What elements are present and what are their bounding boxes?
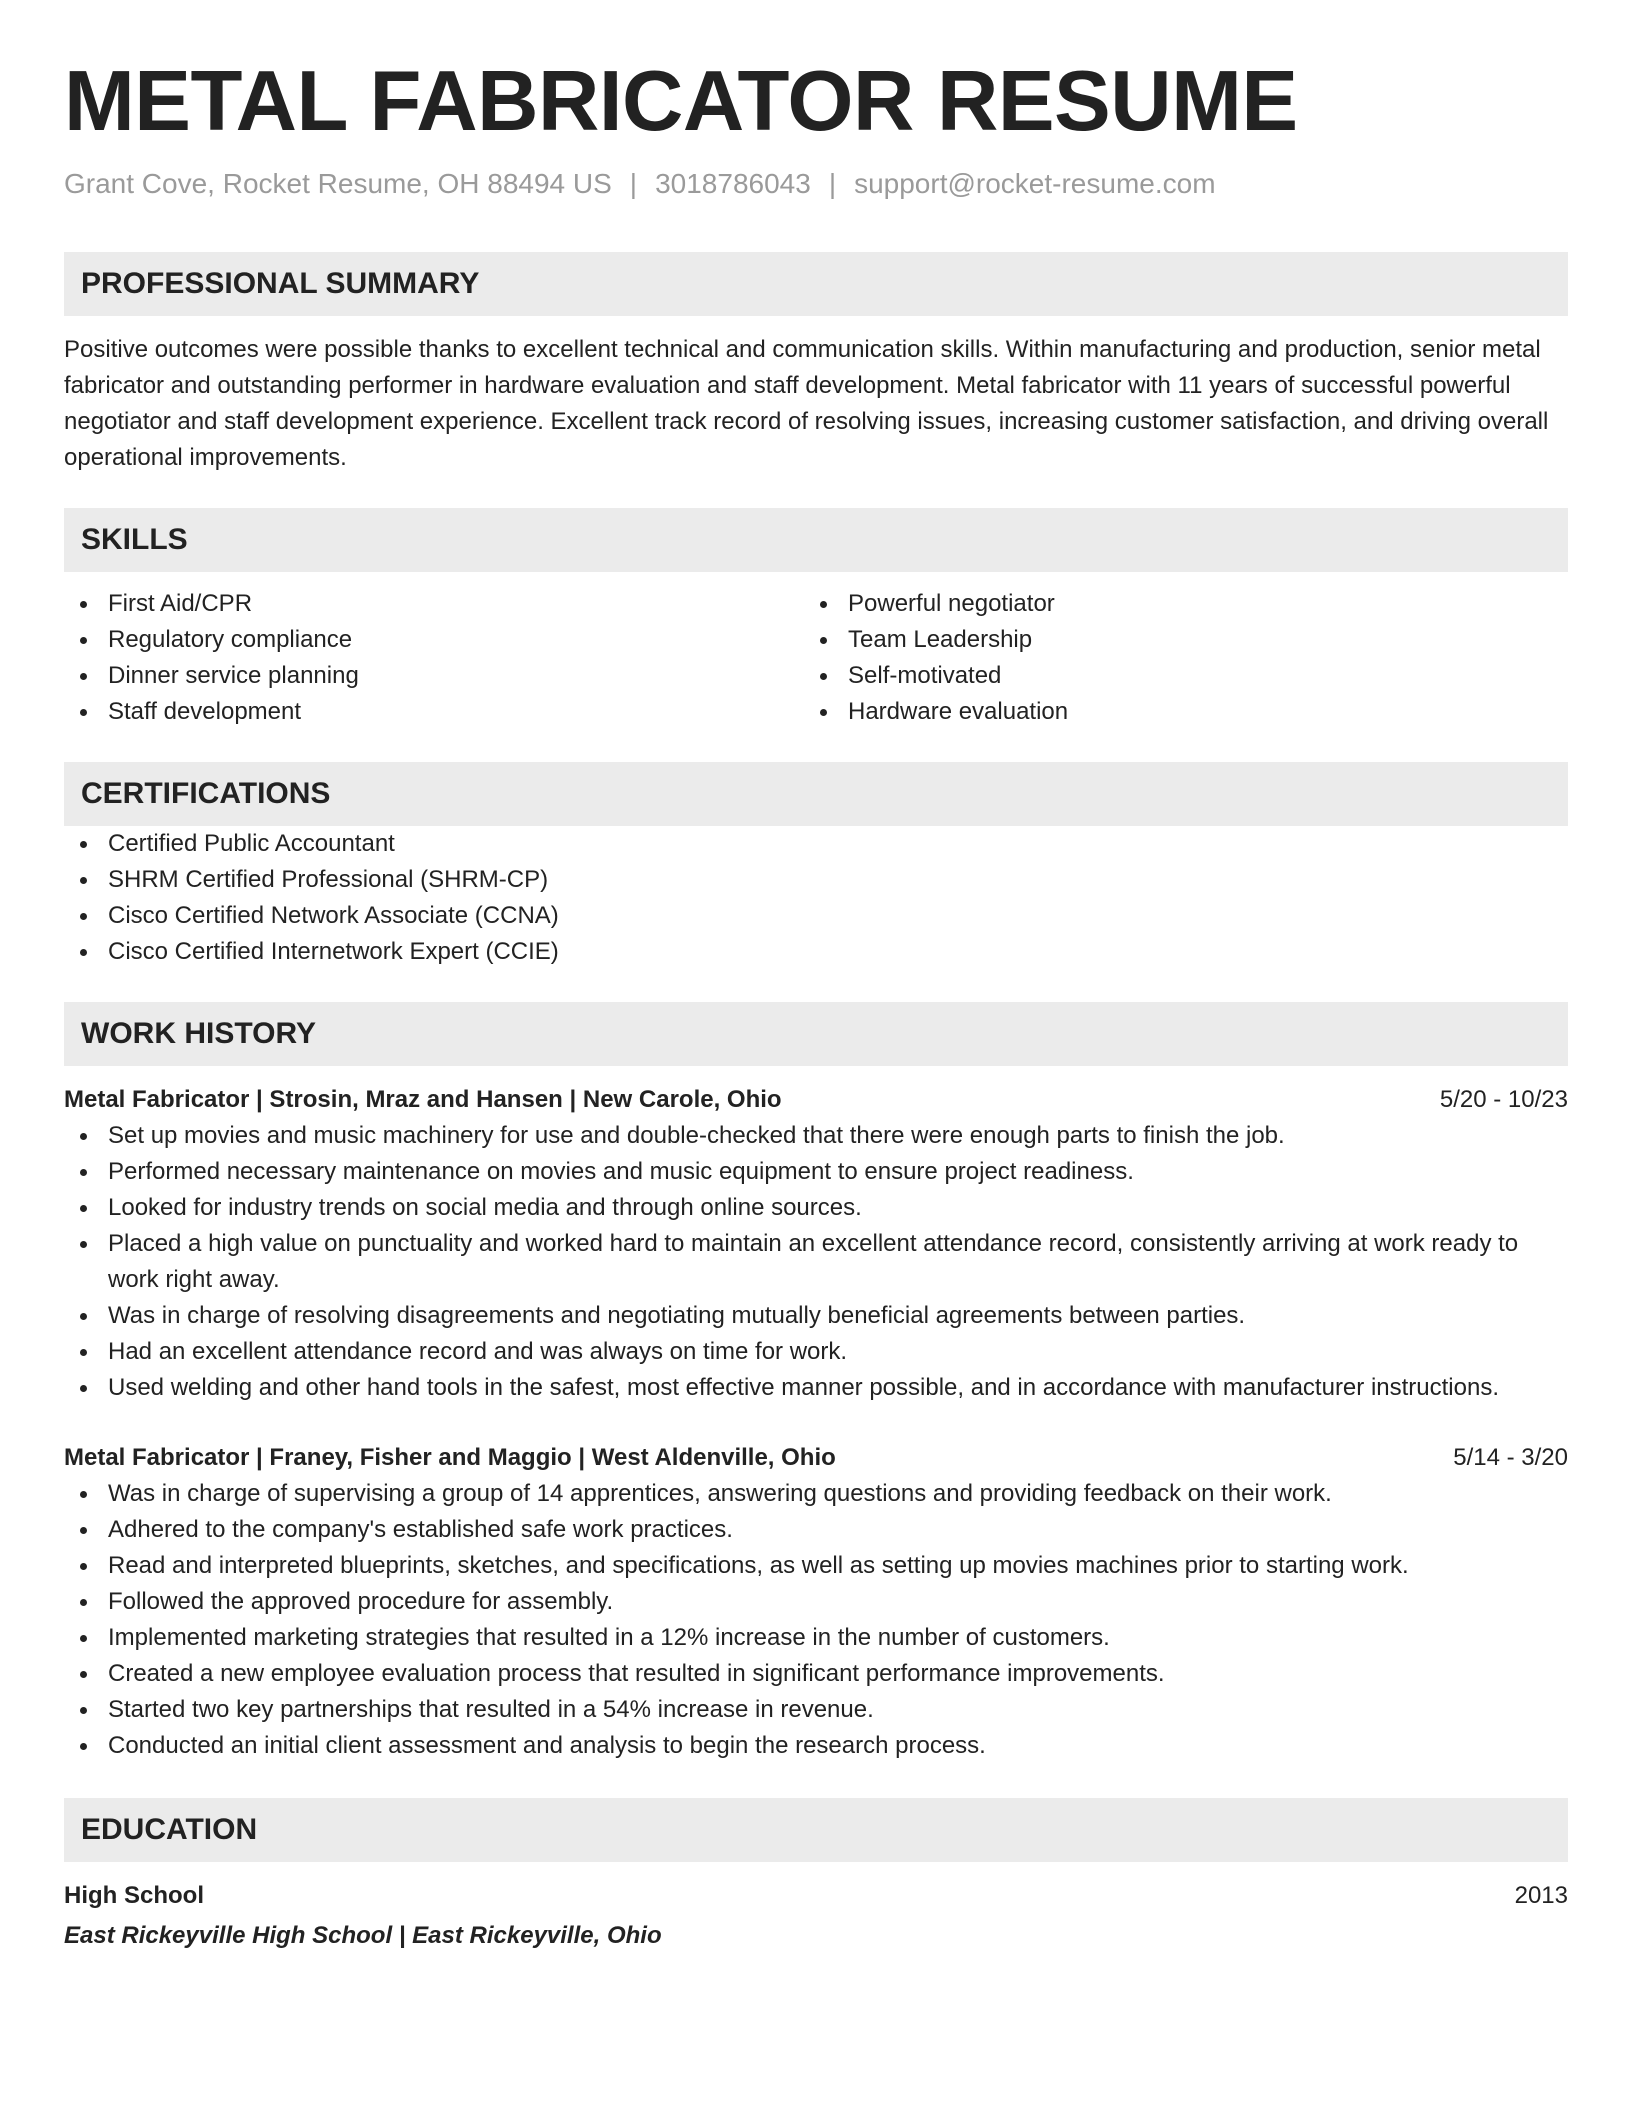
skill-item: Self-motivated bbox=[804, 658, 1544, 694]
job-bullet: Followed the approved procedure for assembly. bbox=[64, 1584, 1568, 1620]
certifications-list bbox=[64, 826, 1568, 970]
job-bullet: Started two key partnerships that resulted in a 54% increase in revenue. bbox=[64, 1692, 1568, 1728]
section-heading-education: EDUCATION bbox=[64, 1798, 1568, 1862]
job-bullet: Was in charge of supervising a group of 14 apprentices, answering questions and providing feedback on their work. bbox=[64, 1476, 1568, 1512]
education-degree: High School bbox=[64, 1882, 204, 1909]
job-bullet: Was in charge of resolving disagreements and negotiating mutually beneficial agreements between parties. bbox=[64, 1298, 1568, 1334]
job-bullet: Looked for industry trends on social media and through online sources. bbox=[64, 1190, 1568, 1226]
job-entry bbox=[64, 1082, 1568, 1406]
job-bullet: Used welding and other hand tools in the safest, most effective manner possible, and in accordance with manufacturer instructions. bbox=[64, 1370, 1568, 1406]
certification-item: Certified Public Accountant bbox=[64, 826, 1568, 862]
job-entry bbox=[64, 1440, 1568, 1764]
education-school: East Rickeyville High School | East Rickeyville, Ohio bbox=[64, 1922, 662, 1949]
summary-text: Positive outcomes were possible thanks to excellent technical and communication skills. Within manufacturing and production, senior metal fabricator and outstanding performer in hardware evaluation and staff development. Metal fabricator with 11 years of successful powerful negotiator and staff development experience. Excellent track record of resolving issues, increasing customer satisfaction, and driving overall operational improvements. bbox=[64, 336, 1549, 471]
job-bullet: Placed a high value on punctuality and worked hard to maintain an excellent attendance record, consistently arriving at work ready to work right away. bbox=[64, 1226, 1568, 1298]
contact-address: Grant Cove, Rocket Resume, OH 88494 US bbox=[64, 168, 612, 199]
job-bullet: Set up movies and music machinery for use and double-checked that there were enough parts to finish the job. bbox=[64, 1118, 1568, 1154]
resume-title: METAL FABRICATOR RESUME bbox=[64, 54, 1298, 149]
job-dates: 5/20 - 10/23 bbox=[1439, 1086, 1568, 1113]
section-heading-skills: SKILLS bbox=[64, 508, 1568, 572]
skill-item: Dinner service planning bbox=[64, 658, 804, 694]
job-header bbox=[64, 1440, 1568, 1476]
job-bullet: Implemented marketing strategies that resulted in a 12% increase in the number of customers. bbox=[64, 1620, 1568, 1656]
contact-separator: | bbox=[629, 168, 638, 199]
skill-item: Team Leadership bbox=[804, 622, 1544, 658]
job-header bbox=[64, 1082, 1568, 1118]
job-title: Metal Fabricator | Franey, Fisher and Maggio | West Aldenville, Ohio bbox=[64, 1444, 836, 1471]
job-title: Metal Fabricator | Strosin, Mraz and Hansen | New Carole, Ohio bbox=[64, 1086, 782, 1113]
job-bullet: Created a new employee evaluation process that resulted in significant performance improvements. bbox=[64, 1656, 1568, 1692]
certification-item: SHRM Certified Professional (SHRM-CP) bbox=[64, 862, 1568, 898]
section-heading-summary: PROFESSIONAL SUMMARY bbox=[64, 252, 1568, 316]
job-bullet: Read and interpreted blueprints, sketches, and specifications, as well as setting up movies machines prior to starting work. bbox=[64, 1548, 1568, 1584]
job-bullet: Had an excellent attendance record and was always on time for work. bbox=[64, 1334, 1568, 1370]
contact-separator: | bbox=[828, 168, 837, 199]
skills-list-left bbox=[64, 586, 804, 730]
skill-item: Regulatory compliance bbox=[64, 622, 804, 658]
skills-columns bbox=[64, 586, 1568, 730]
skill-item: Powerful negotiator bbox=[804, 586, 1544, 622]
section-heading-work-history: WORK HISTORY bbox=[64, 1002, 1568, 1066]
skill-item: Hardware evaluation bbox=[804, 694, 1544, 730]
certification-item: Cisco Certified Internetwork Expert (CCIE) bbox=[64, 934, 1568, 970]
job-bullet: Adhered to the company's established safe work practices. bbox=[64, 1512, 1568, 1548]
certification-item: Cisco Certified Network Associate (CCNA) bbox=[64, 898, 1568, 934]
education-header bbox=[64, 1878, 1568, 1914]
job-bullet: Conducted an initial client assessment and analysis to begin the research process. bbox=[64, 1728, 1568, 1764]
skill-item: Staff development bbox=[64, 694, 804, 730]
job-bullet: Performed necessary maintenance on movies and music equipment to ensure project readiness. bbox=[64, 1154, 1568, 1190]
skill-item: First Aid/CPR bbox=[64, 586, 804, 622]
section-heading-certifications: CERTIFICATIONS bbox=[64, 762, 1568, 826]
education-year: 2013 bbox=[1514, 1882, 1568, 1909]
job-bullets bbox=[64, 1476, 1568, 1764]
skills-list-right bbox=[804, 586, 1544, 730]
contact-email: support@rocket-resume.com bbox=[854, 168, 1216, 199]
job-dates: 5/14 - 3/20 bbox=[1453, 1444, 1568, 1471]
contact-phone: 3018786043 bbox=[655, 168, 811, 199]
contact-line bbox=[64, 166, 1568, 202]
job-bullets bbox=[64, 1118, 1568, 1406]
